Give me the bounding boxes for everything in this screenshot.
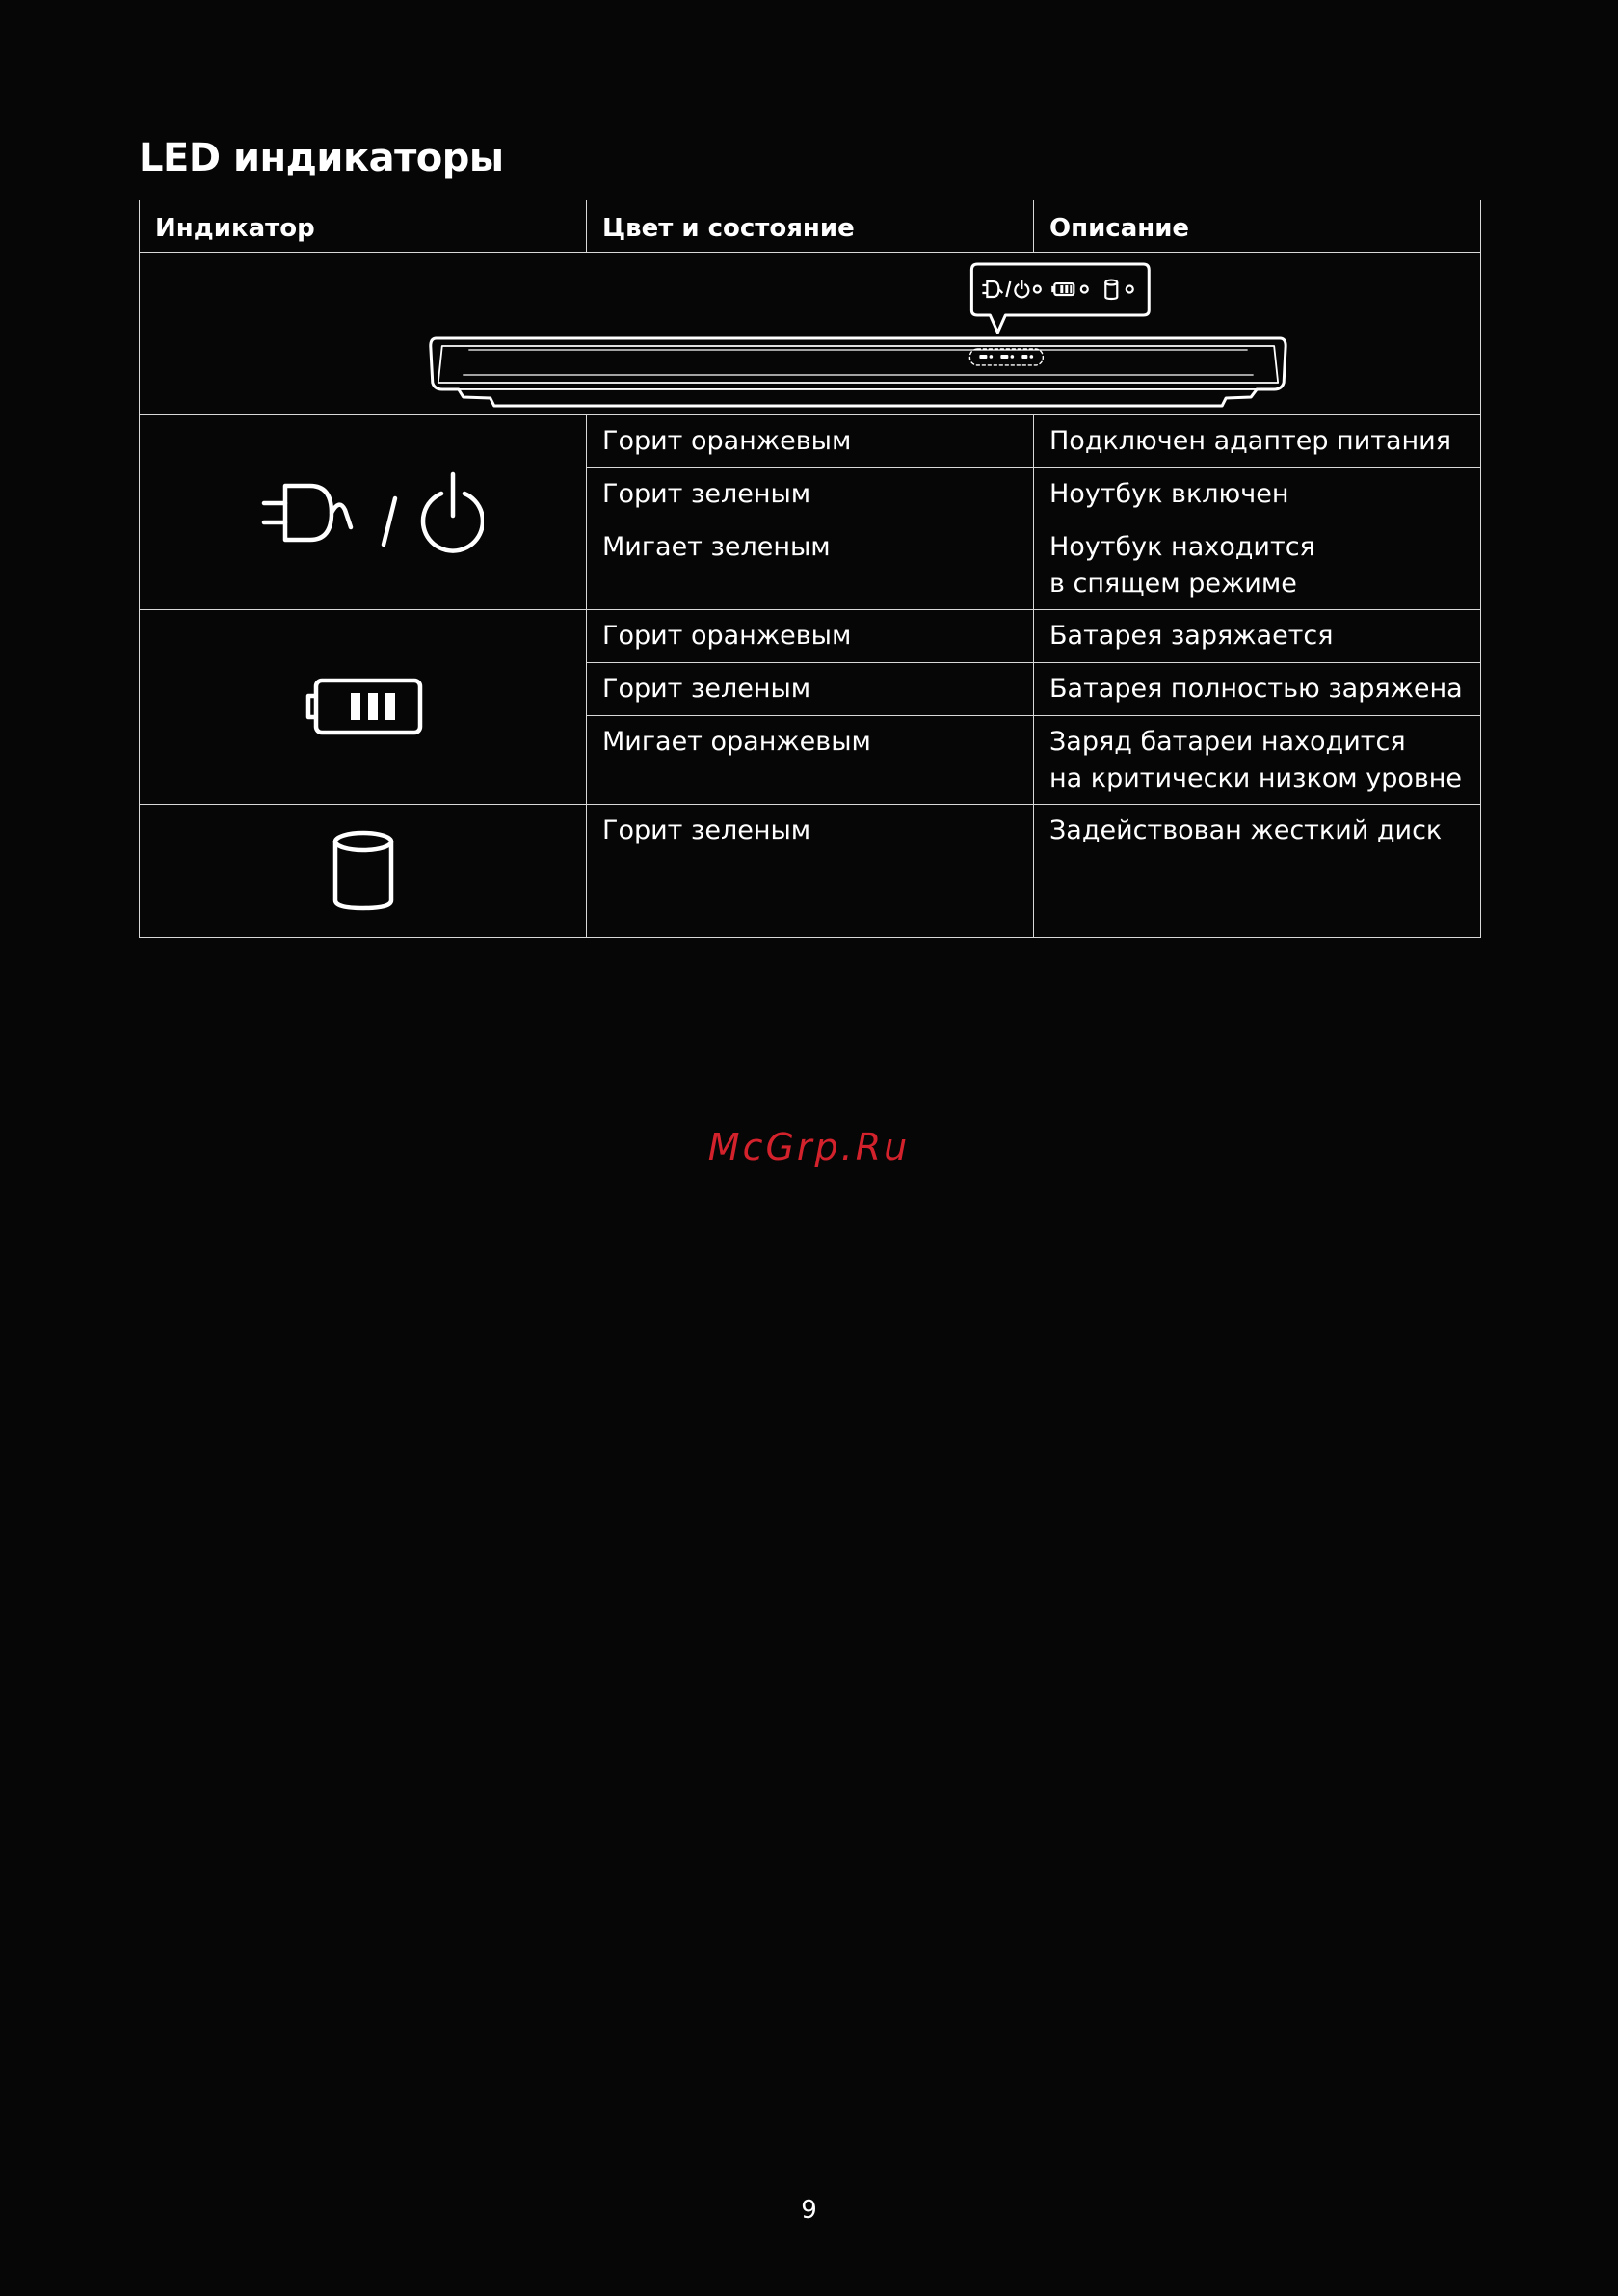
laptop-illustration-row <box>140 253 1481 415</box>
power-adapter-and-power-icon <box>243 460 484 566</box>
indicator-cell-power <box>140 415 587 610</box>
state-cell: Горит зеленым <box>587 663 1034 716</box>
laptop-illustration-cell <box>140 253 1481 415</box>
state-cell: Мигает зеленым <box>587 521 1034 610</box>
page-title: LED индикаторы <box>139 136 504 180</box>
indicator-cell-hdd <box>140 805 587 938</box>
description-cell: Задействован жесткий диск <box>1034 805 1481 938</box>
led-indicator-table <box>139 200 1481 938</box>
header-description: Описание <box>1034 200 1481 253</box>
state-cell: Горит оранжевым <box>587 415 1034 468</box>
state-cell: Мигает оранжевым <box>587 716 1034 805</box>
watermark-text: McGrp.Ru <box>707 1126 911 1168</box>
description-cell: Батарея заряжается <box>1034 610 1481 663</box>
hard-disk-icon <box>320 825 407 918</box>
header-indicator: Индикатор <box>140 200 587 253</box>
description-cell: Заряд батареи находится на критически низком уровне <box>1034 716 1481 805</box>
state-cell: Горит оранжевым <box>587 610 1034 663</box>
description-cell: Ноутбук включен <box>1034 468 1481 521</box>
battery-icon <box>301 669 426 746</box>
laptop-front-edge-illustration <box>140 254 1480 414</box>
description-cell: Ноутбук находится в спящем режиме <box>1034 521 1481 610</box>
state-cell: Горит зеленым <box>587 468 1034 521</box>
page-number: 9 <box>801 2196 817 2225</box>
table-header-row <box>140 200 1481 253</box>
header-state: Цвет и состояние <box>587 200 1034 253</box>
description-cell: Подключен адаптер питания <box>1034 415 1481 468</box>
table-row <box>140 415 1481 468</box>
state-cell: Горит зеленым <box>587 805 1034 938</box>
table-row <box>140 805 1481 938</box>
indicator-cell-battery <box>140 610 587 805</box>
table-row <box>140 610 1481 663</box>
description-cell: Батарея полностью заряжена <box>1034 663 1481 716</box>
